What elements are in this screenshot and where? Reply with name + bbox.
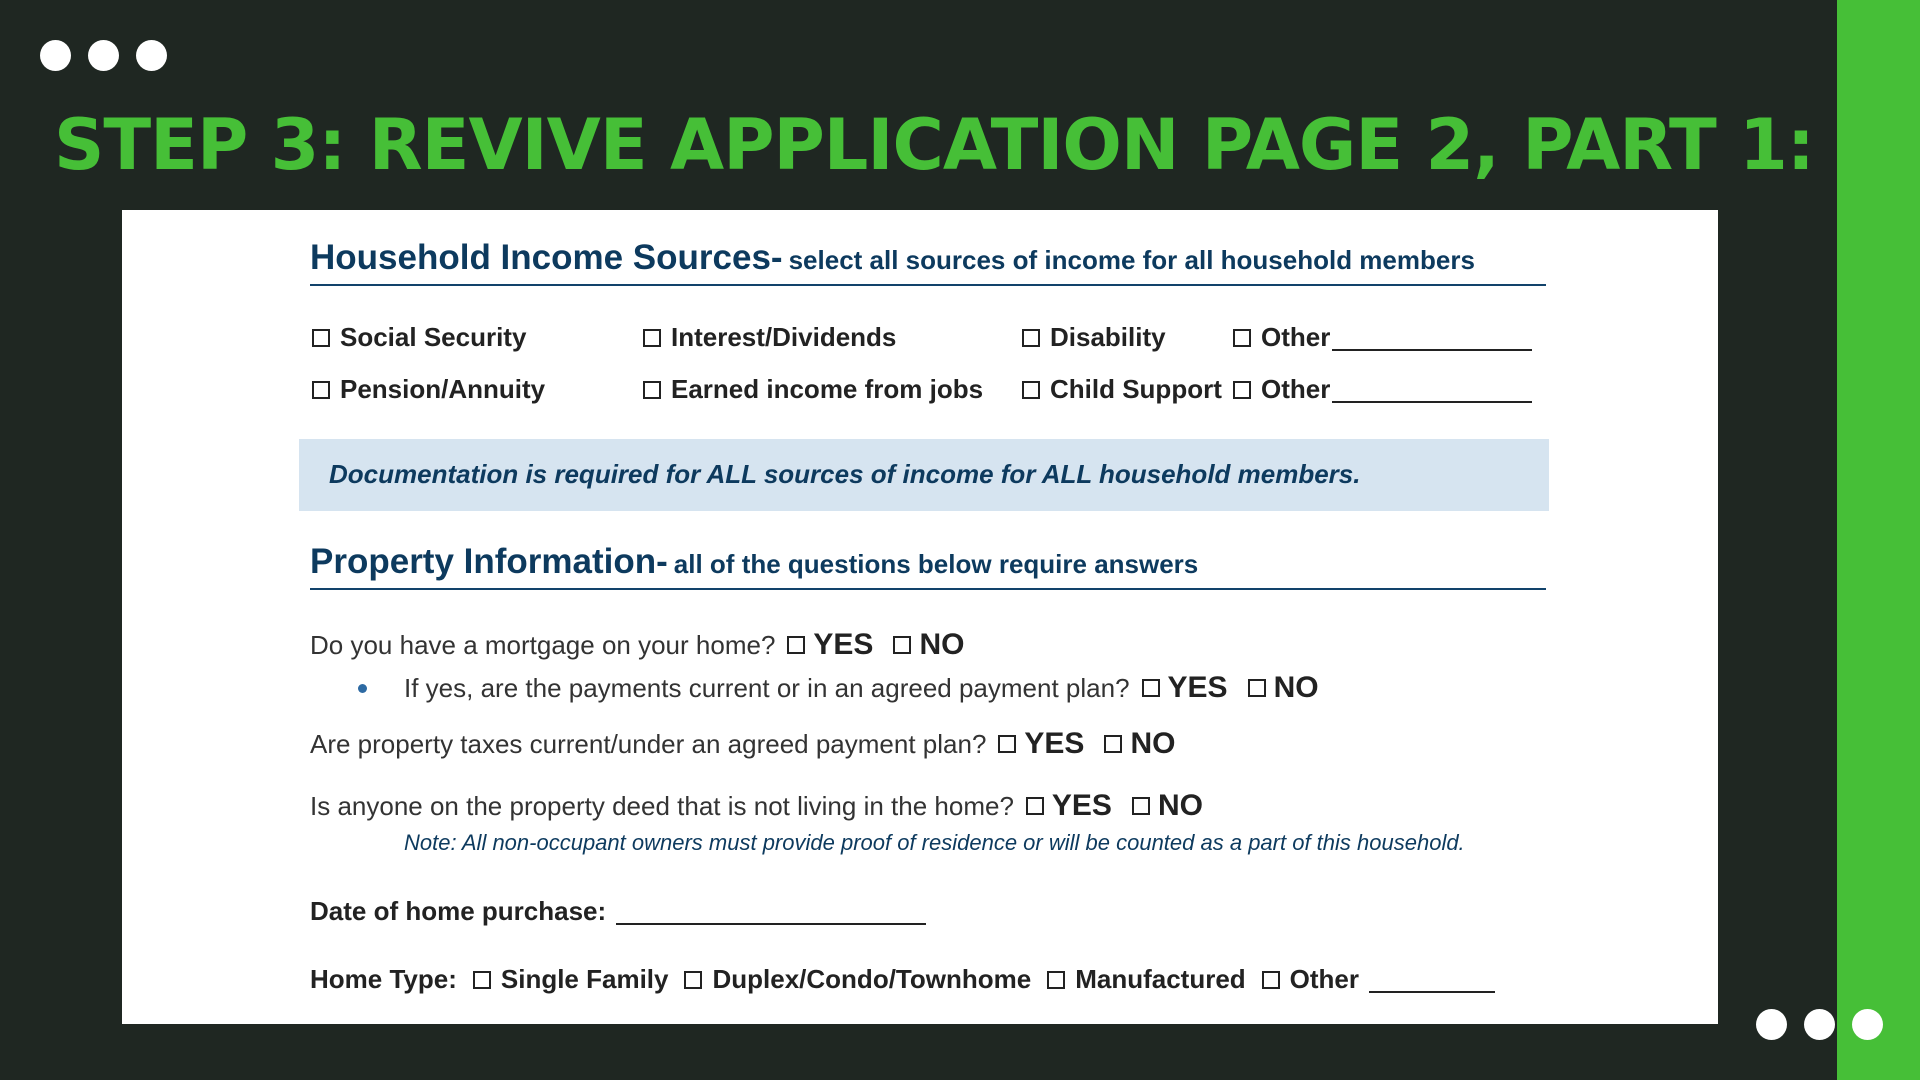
option-label: Other — [1261, 322, 1331, 352]
home-type-label: Home Type: — [310, 964, 457, 994]
question-text: Are property taxes current/under an agreed payment plan? — [310, 728, 987, 759]
checkbox-icon — [1132, 797, 1150, 815]
checkbox-icon — [1022, 381, 1040, 399]
yes-option[interactable] — [1026, 789, 1112, 823]
yes-label: YES — [1167, 671, 1228, 704]
no-option[interactable] — [1104, 727, 1175, 761]
checkbox-icon — [312, 329, 330, 347]
checkbox-icon — [1047, 971, 1065, 989]
income-section-heading — [310, 238, 1546, 286]
question-deed — [310, 789, 1203, 823]
property-section-heading — [310, 542, 1546, 590]
option-label: Earned income from jobs — [671, 374, 984, 404]
income-subheading: select all sources of income for all household members — [788, 245, 1475, 275]
option-label: Social Security — [340, 322, 527, 352]
option-label: Pension/Annuity — [340, 374, 546, 404]
checkbox-icon — [1022, 329, 1040, 347]
dot-icon — [1756, 1009, 1787, 1040]
checkbox-icon — [1104, 735, 1122, 753]
bullet-icon — [358, 684, 367, 693]
yes-label: YES — [813, 628, 874, 661]
checkbox-icon — [998, 735, 1016, 753]
yes-option[interactable] — [1142, 671, 1228, 705]
no-option[interactable] — [1248, 671, 1319, 705]
other-fill-line — [1332, 377, 1532, 403]
option-pension-annuity[interactable] — [312, 374, 545, 405]
checkbox-icon — [893, 636, 911, 654]
option-social-security[interactable] — [312, 322, 526, 353]
checkbox-icon — [1026, 797, 1044, 815]
application-form-image — [122, 210, 1718, 1024]
home-type-manufactured[interactable] — [1047, 964, 1245, 995]
checkbox-icon — [1233, 381, 1251, 399]
date-label: Date of home purchase: — [310, 896, 607, 926]
option-interest-dividends[interactable] — [643, 322, 896, 353]
income-heading: Household Income Sources- — [310, 238, 783, 277]
option-other-1[interactable] — [1233, 322, 1532, 353]
yes-label: YES — [1051, 789, 1112, 822]
documentation-note-band — [299, 439, 1549, 511]
checkbox-icon — [312, 381, 330, 399]
checkbox-icon — [473, 971, 491, 989]
dot-icon — [88, 40, 119, 71]
dot-icon — [1852, 1009, 1883, 1040]
date-of-purchase-row — [310, 896, 926, 927]
option-earned-income[interactable] — [643, 374, 983, 405]
slide-title: STEP 3: REVIVE APPLICATION PAGE 2, PART 1: — [54, 104, 1814, 186]
checkbox-icon — [643, 381, 661, 399]
property-subheading: all of the questions below require answers — [673, 549, 1199, 579]
option-disability[interactable] — [1022, 322, 1166, 353]
question-property-taxes — [310, 727, 1175, 761]
option-label: Child Support — [1050, 374, 1222, 404]
option-label: Interest/Dividends — [671, 322, 897, 352]
checkbox-icon — [1262, 971, 1280, 989]
checkbox-icon — [787, 636, 805, 654]
other-fill-line — [1332, 325, 1532, 351]
option-label: Other — [1289, 964, 1360, 994]
yes-option[interactable] — [998, 727, 1084, 761]
question-text: Is anyone on the property deed that is not living in the home? — [310, 790, 1014, 821]
option-other-2[interactable] — [1233, 374, 1532, 405]
checkbox-icon — [684, 971, 702, 989]
option-label: Other — [1261, 374, 1331, 404]
no-option[interactable] — [893, 628, 964, 662]
checkbox-icon — [643, 329, 661, 347]
decorative-dots-top — [40, 40, 167, 71]
checkbox-icon — [1142, 679, 1160, 697]
no-label: NO — [1157, 789, 1203, 822]
no-option[interactable] — [1132, 789, 1203, 823]
checkbox-icon — [1248, 679, 1266, 697]
question-mortgage — [310, 628, 964, 662]
no-label: NO — [1130, 727, 1176, 760]
question-text: Do you have a mortgage on your home? — [310, 629, 776, 660]
documentation-note: Documentation is required for ALL sources of income for ALL household members. — [329, 459, 1361, 489]
home-type-single-family[interactable] — [473, 964, 669, 995]
dot-icon — [40, 40, 71, 71]
option-label: Manufactured — [1075, 964, 1246, 994]
question-payments-current — [358, 671, 1319, 705]
non-occupant-note: Note: All non-occupant owners must provide proof of residence or will be counted as a part of this household. — [404, 830, 1465, 855]
dot-icon — [136, 40, 167, 71]
checkbox-icon — [1233, 329, 1251, 347]
no-label: NO — [1273, 671, 1319, 704]
option-child-support[interactable] — [1022, 374, 1222, 405]
property-heading: Property Information- — [310, 542, 668, 581]
dot-icon — [1804, 1009, 1835, 1040]
yes-label: YES — [1024, 727, 1085, 760]
option-label: Duplex/Condo/Townhome — [712, 964, 1032, 994]
accent-side-bar — [1837, 0, 1920, 1080]
no-label: NO — [919, 628, 965, 661]
option-label: Disability — [1050, 322, 1166, 352]
other-fill-line — [1369, 967, 1495, 993]
question-text: If yes, are the payments current or in an agreed payment plan? — [404, 672, 1130, 703]
home-type-row — [310, 964, 1495, 995]
date-input-line[interactable] — [616, 899, 926, 925]
home-type-other[interactable] — [1262, 964, 1495, 995]
option-label: Single Family — [500, 964, 669, 994]
home-type-duplex[interactable] — [684, 964, 1031, 995]
yes-option[interactable] — [787, 628, 873, 662]
decorative-dots-bottom — [1756, 1009, 1883, 1040]
